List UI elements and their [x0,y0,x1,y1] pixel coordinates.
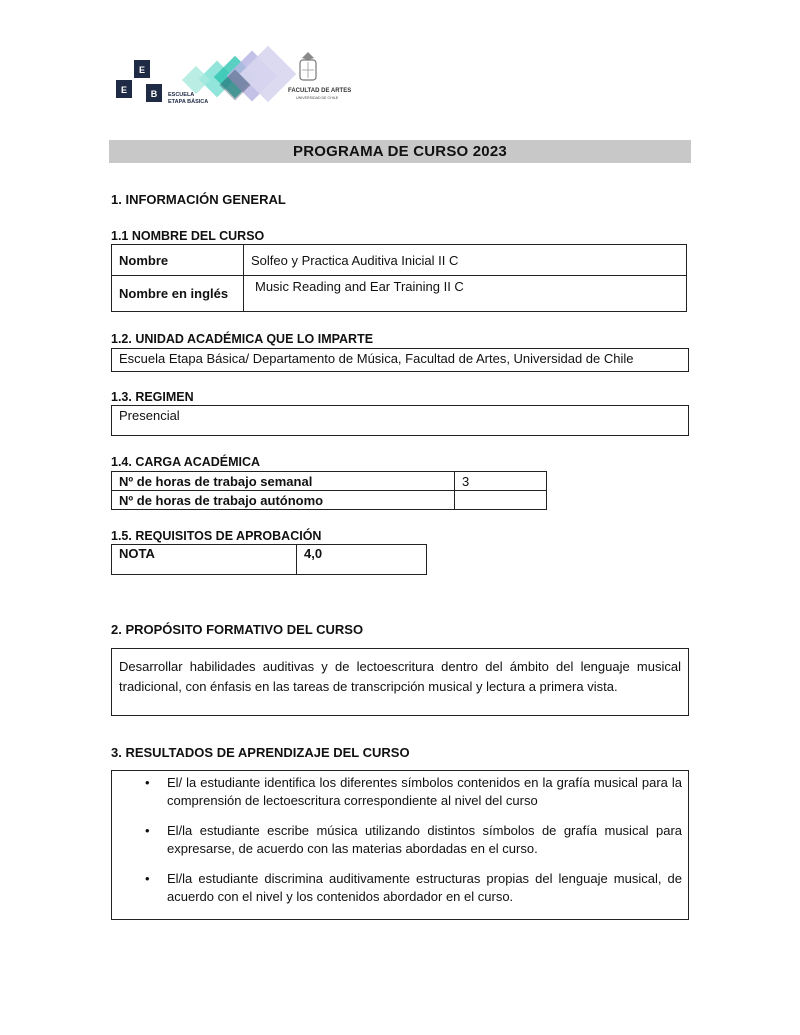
logo-letter: E [138,65,146,75]
school-logo-icon [112,44,352,116]
course-name-en-value: Music Reading and Ear Training II C [244,276,687,312]
purpose-text: Desarrollar habilidades auditivas y de lectoescritura dentro del ámbito del lenguaje musical tradicional, con énfasis en las tareas de transcripción musical y lectura a primera vista. [119,659,681,694]
academic-unit-value: Escuela Etapa Básica/ Departamento de Música, Facultad de Artes, Universidad de Chile [119,351,634,366]
grade-label: NOTA [112,545,297,575]
list-item [112,822,688,858]
autonomous-hours-value [455,491,547,510]
regime-value: Presencial [119,408,180,423]
learning-outcomes-list [112,774,688,906]
learning-outcome-text: El/la estudiante discrimina auditivamente estructuras propias del lenguaje musical, de acuerdo con el nivel y los contenidos abordador en el curso. [167,871,682,904]
logo-letter: E [120,85,128,95]
bullet-icon: • [145,871,150,886]
logo-faculty-line1: FACULTAD DE ARTES [288,88,352,94]
section-1-4-heading: 1.4. CARGA ACADÉMICA [111,455,261,469]
section-1-2-heading: 1.2. UNIDAD ACADÉMICA QUE LO IMPARTE [111,332,374,346]
section-1-3-heading: 1.3. REGIMEN [111,390,194,404]
logo-school-line1: ESCUELA [168,92,195,98]
logo-letter: B [150,89,158,99]
page-title: PROGRAMA DE CURSO 2023 [109,140,691,163]
logo-school-line2: ETAPA BÁSICA [168,99,209,105]
logo-diamond [182,66,210,94]
academic-unit-box [111,348,689,372]
section-2-heading: 2. PROPÓSITO FORMATIVO DEL CURSO [111,622,364,637]
list-item [112,774,688,810]
section-1-5-heading: 1.5. REQUISITOS DE APROBACIÓN [111,529,322,543]
bullet-icon: • [145,775,150,790]
course-name-label: Nombre [112,245,244,276]
learning-outcomes-box [111,770,689,920]
weekly-hours-label: Nº de horas de trabajo semanal [112,472,455,491]
section-3-heading: 3. RESULTADOS DE APRENDIZAJE DEL CURSO [111,745,410,760]
course-name-value: Solfeo y Practica Auditiva Inicial II C [244,245,687,276]
logo-faculty-line2: UNIVERSIDAD DE CHILE [296,96,339,100]
purpose-box [111,648,689,716]
course-name-en-label: Nombre en inglés [112,276,244,312]
bullet-icon: • [145,823,150,838]
weekly-hours-value: 3 [455,472,547,491]
approval-requirements-table [111,544,427,575]
table-row [112,276,687,312]
regime-box [111,405,689,436]
grade-value: 4,0 [297,545,427,575]
section-1-1-heading: 1.1 NOMBRE DEL CURSO [111,229,265,243]
university-seal-icon [300,52,316,80]
table-row [112,472,547,491]
table-row [112,245,687,276]
list-item [112,870,688,906]
learning-outcome-text: El/ la estudiante identifica los diferentes símbolos contenidos en la grafía musical para la comprensión de lectoescritura correspondiente al nivel del curso [167,775,682,808]
autonomous-hours-label: Nº de horas de trabajo autónomo [112,491,455,510]
table-row [112,491,547,510]
academic-load-table [111,471,547,510]
header-logo [112,44,352,116]
section-1-heading: 1. INFORMACIÓN GENERAL [111,192,286,207]
course-name-table [111,244,687,312]
table-row [112,545,427,575]
learning-outcome-text: El/la estudiante escribe música utilizando distintos símbolos de grafía musical para expresarse, de acuerdo con las materias abordadas en el curso. [167,823,682,856]
